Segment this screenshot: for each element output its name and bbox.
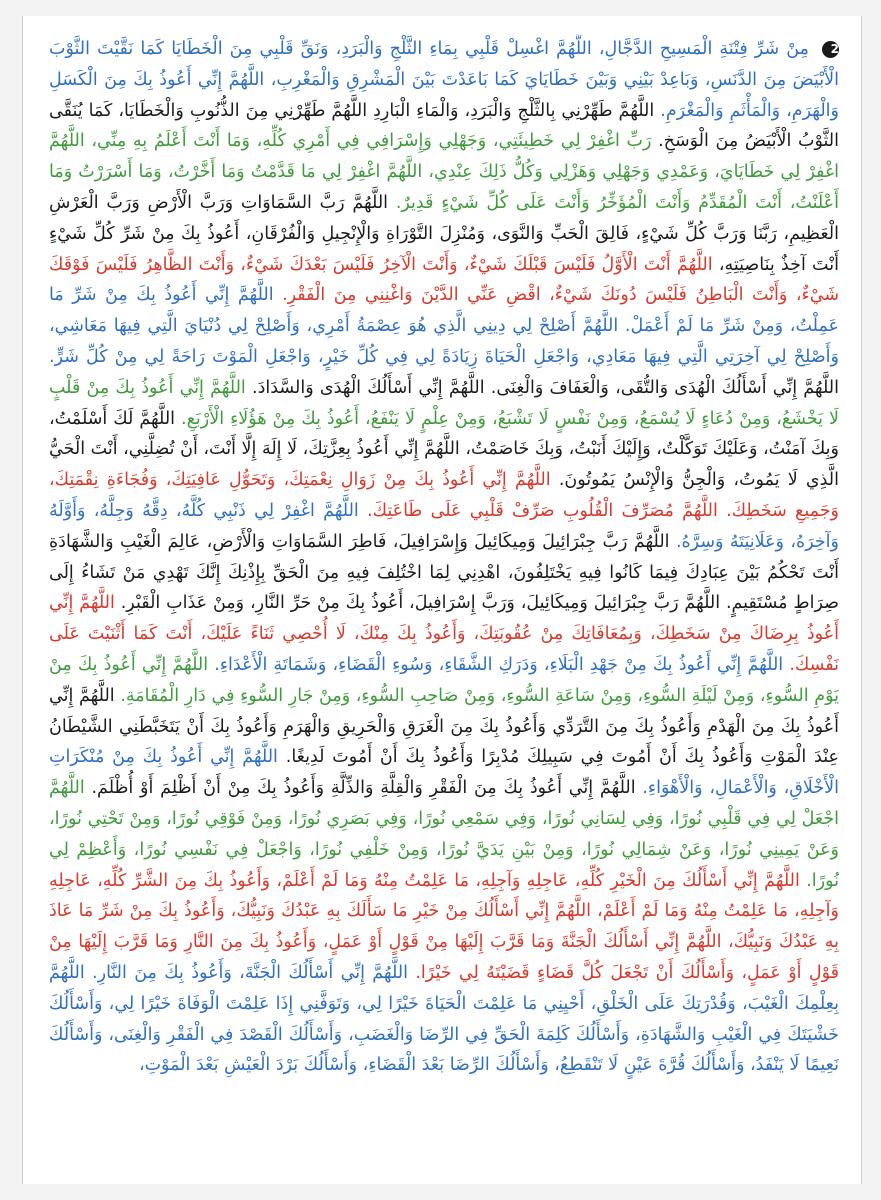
section-number-badge: 2 <box>822 41 839 58</box>
supplication-segment: اللَّهُمَّ أَنْتَ الْأَوَّلُ فَلَيْسَ قَبْلَكَ شَيْءٌ، وَأَنْتَ الْآخِرُ فَلَيْسَ بَعْدَكَ شَيْءٌ، وَأَنْتَ الظَّاهِرُ فَلَيْسَ فَوْقَكَ شَيْءٌ، وَأَنْتَ الْبَاطِنُ فَلَيْسَ دُونَكَ شَيْءٌ، اقْضِ عَنِّي الدَّيْنَ وَاغْنِنِي مِنَ الْفَقْرِ. <box>49 254 839 306</box>
supplication-segment: رَبِّ اغْفِرْ لِي خَطِيئَتِي، وَجَهْلِي وَإِسْرَافِي فِي أَمْرِي كُلِّهِ، وَمَا أَنْتَ أَعْلَمُ بِهِ مِنِّي، اللَّهُمَّ اغْفِرْ لِي خَطَايَايَ، وَعَمْدِي وَجَهْلِي وَهَزْلِي وَكُلُّ ذَلِكَ عِنْدِي، اللَّهُمَّ اغْفِرْ لِي مَا قَدَّمْتُ وَمَا أَخَّرْتُ، وَمَا أَسْرَرْتُ وَمَا أَعْلَنْتُ، أَنْتَ الْمُقَدِّمُ وَأَنْتَ الْمُؤَخِّرُ وَأَنْتَ عَلَى كُلِّ شَيْءٍ قَدِيرٌ. <box>49 131 839 213</box>
supplication-segment: اللَّهُمَّ إِنِّي أَعُوذُ بِكَ مِنْ قَلْبٍ لَا يَخْشَعُ، وَمِنْ دُعَاءٍ لَا يُسْمَعُ، وَمِنْ نَفْسٍ لَا تَشْبَعُ، وَمِنْ عِلْمٍ لَا يَنْفَعُ، أَعُوذُ بِكَ مِنْ هَؤُلَاءِ الْأَرْبَعِ. <box>49 377 839 429</box>
supplication-segment: اللَّهُمَّ إِنِّي أَسْأَلُكَ الْجَنَّةَ، وَأَعُوذُ بِكَ مِنَ النَّارِ. اللَّهُمَّ بِعِلْمِكَ الْغَيْبَ، وَقُدْرَتِكَ عَلَى الْخَلْقِ، أَحْيِنِي مَا عَلِمْتَ الْحَيَاةَ خَيْرًا لِي، وَتَوَفَّنِي إِذَا عَلِمْتَ الْوَفَاةَ خَيْرًا لِي، وَأَسْأَلُكَ خَشْيَتَكَ فِي الْغَيْبِ وَالشَّهَادَةِ، وَأَسْأَلُكَ كَلِمَةَ الْحَقِّ فِي الرِّضَا وَالْغَضَبِ، وَأَسْأَلُكَ الْقَصْدَ فِي الْفَقْرِ وَالْغِنَى، وَأَسْأَلُكَ نَعِيمًا لَا يَنْفَدُ، وَأَسْأَلُكَ قُرَّةَ عَيْنٍ لَا تَنْقَطِعُ، وَأَسْأَلُكَ الرِّضَا بَعْدَ الْقَضَاءِ، وَأَسْأَلُكَ بَرْدَ الْعَيْشِ بَعْدَ الْمَوْتِ، <box>49 962 839 1076</box>
supplication-segment: اللَّهُمَّ رَبَّ السَّمَاوَاتِ وَرَبَّ الْأَرْضِ وَرَبَّ الْعَرْشِ الْعَظِيمِ، رَبَّنَا وَرَبَّ كُلِّ شَيْءٍ، فَالِقَ الْحَبِّ وَالنَّوَى، وَمُنْزِلَ التَّوْرَاةِ وَالْإِنْجِيلِ وَالْفُرْقَانِ، أَعُوذُ بِكَ مِنْ شَرِّ كُلِّ شَيْءٍ أَنْتَ آخِذٌ بِنَاصِيَتِهِ، <box>49 192 839 275</box>
supplication-segment: اللَّهُمَّ إِنِّي أَسْأَلُكَ الْهُدَى وَالتُّقَى، وَالْعَفَافَ وَالْغِنَى. اللَّهُمَّ إِنِّي أَسْأَلُكَ الْهُدَى وَالسَّدَادَ. <box>252 377 839 398</box>
supplication-segment: مِنْ شَرِّ فِتْنَةِ الْمَسِيحِ الدَّجَّالِ، اللَّهُمَّ اغْسِلْ قَلْبِي بِمَاءِ الثَّلْجِ وَالْبَرَدِ، وَنَقِّ قَلْبِي مِنَ الْخَطَايَا كَمَا نَقَّيْتَ الثَّوْبَ الْأَبْيَضَ مِنَ الدَّنَسِ، وَبَاعِدْ بَيْنِي وَبَيْنَ خَطَايَايَ كَمَا بَاعَدْتَ بَيْنَ الْمَشْرِقِ وَالْمَغْرِبِ، اللَّهُمَّ إِنِّي أَعُوذُ بِكَ مِنَ الْكَسَلِ وَالْهَرَمِ، وَالْمَأْثَمِ وَالْمَغْرَمِ. <box>49 39 839 121</box>
supplication-segment: اللَّهُمَّ طَهِّرْنِي بِالثَّلْجِ وَالْبَرَدِ، وَالْمَاءِ الْبَارِدِ اللَّهُمَّ طَهِّرْنِي مِنَ الذُّنُوبِ وَالْخَطَايَا، كَمَا يُنَقَّى الثَّوْبُ الْأَبْيَضُ مِنَ الْوَسَخِ. <box>49 100 839 152</box>
supplication-segment: اللَّهُمَّ اجْعَلْ لِي فِي قَلْبِي نُورًا، وَفِي لِسَانِي نُورًا، وَفِي سَمْعِي نُورًا، وَفِي بَصَرِي نُورًا، وَمِنْ فَوْقِي نُورًا، وَمِنْ تَحْتِي نُورًا، وَعَنْ يَمِينِي نُورًا، وَعَنْ شِمَالِي نُورًا، وَمِنْ بَيْنِ يَدَيَّ نُورًا، وَمِنْ خَلْفِي نُورًا، وَاجْعَلْ فِي نَفْسِي نُورًا، وَأَعْظِمْ لِي نُورًا. <box>49 778 839 891</box>
supplication-segment: اللَّهُمَّ اغْفِرْ لِي ذَنْبِي كُلَّهُ، دِقَّهُ وَجِلَّهُ، وَأَوَّلَهُ وَآخِرَهُ، وَعَلَانِيَتَهُ وَسِرَّهُ. <box>49 500 839 552</box>
supplication-segment: اللَّهُمَّ إِنِّي أَعُوذُ بِكَ مِنَ الْفَقْرِ وَالْقِلَّةِ وَالذِّلَّةِ وَأَعُوذُ بِكَ مِنْ أَنْ أَظْلِمَ أَوْ أُظْلَمَ. <box>91 778 636 799</box>
supplication-segment: اللَّهُمَّ إِنِّي أَعُوذُ بِرِضَاكَ مِنْ سَخَطِكَ، وَبِمُعَافَاتِكَ مِنْ عُقُوبَتِكَ، وَأَعُوذُ بِكَ مِنْكَ، لَا أُحْصِي ثَنَاءً عَلَيْكَ، أَنْتَ كَمَا أَثْنَيْتَ عَلَى نَفْسِكَ. <box>49 593 839 675</box>
supplication-segment: اللَّهُمَّ إِنِّي أَعُوذُ بِكَ مِنْ يَوْمِ السُّوءِ، وَمِنْ لَيْلَةِ السُّوءِ، وَمِنْ سَاعَةِ السُّوءِ، وَمِنْ صَاحِبِ السُّوءِ، وَمِنْ جَارِ السُّوءِ فِي دَارِ الْمُقَامَةِ. <box>49 654 839 706</box>
supplication-segment: اللَّهُمَّ إِنِّي أَعُوذُ بِكَ مِنْ شَرِّ مَا عَمِلْتُ، وَمِنْ شَرِّ مَا لَمْ أَعْمَلْ. اللَّهُمَّ أَصْلِحْ لِي دِينِي الَّذِي هُوَ عِصْمَةُ أَمْرِي، وَأَصْلِحْ لِي دُنْيَايَ الَّتِي فِيهَا مَعَاشِي، وَأَصْلِحْ لِي آخِرَتِي الَّتِي فِيهَا مَعَادِي، وَاجْعَلِ الْحَيَاةَ زِيَادَةً لِي فِي كُلِّ خَيْرٍ، وَاجْعَلِ الْمَوْتَ رَاحَةً لِي مِنْ كُلِّ شَرٍّ. <box>49 285 839 367</box>
supplication-segment: اللَّهُمَّ رَبَّ جِبْرَائِيلَ وَمِيكَائِيلَ وَإِسْرَافِيلَ، فَاطِرَ السَّمَاوَاتِ وَالْأَرْضِ، عَالِمَ الْغَيْبِ وَالشَّهَادَةِ أَنْتَ تَحْكُمُ بَيْنَ عِبَادِكَ فِيمَا كَانُوا فِيهِ يَخْتَلِفُونَ، اهْدِنِي لِمَا اخْتُلِفَ فِيهِ مِنَ الْحَقِّ بِإِذْنِكَ إِنَّكَ تَهْدِي مَنْ تَشَاءُ إِلَى صِرَاطٍ مُسْتَقِيمٍ. اللَّهُمَّ رَبَّ جِبْرَائِيلَ وَمِيكَائِيلَ، وَرَبَّ إِسْرَافِيلَ، أَعُوذُ بِكَ مِنْ حَرِّ النَّارِ، وَمِنْ عَذَابِ الْقَبْرِ. <box>49 531 839 614</box>
supplication-segment: اللَّهُمَّ إِنِّي أَعُوذُ بِكَ مِنَ الْهَدْمِ وَأَعُوذُ بِكَ مِنَ التَّرَدِّي وَأَعُوذُ بِكَ مِنَ الْغَرَقِ وَالْحَرِيقِ وَالْهَرَمِ وَأَعُوذُ بِكَ أَنْ يَتَخَبَّطَنِي الشَّيْطَانُ عِنْدَ الْمَوْتِ وَأَعُوذُ بِكَ أَنْ أَمُوتَ فِي سَبِيلِكَ مُدْبِرًا وَأَعُوذُ بِكَ أَنْ أَمُوتَ لَدِيغًا. <box>49 685 839 768</box>
supplication-segment: اللَّهُمَّ لَكَ أَسْلَمْتُ، وَبِكَ آمَنْتُ، وَعَلَيْكَ تَوَكَّلْتُ، وَإِلَيْكَ أَنَبْتُ، وَبِكَ خَاصَمْتُ، اللَّهُمَّ إِنِّي أَعُوذُ بِعِزَّتِكَ، لَا إِلَهَ إِلَّا أَنْتَ، أَنْ تُضِلَّنِي، أَنْتَ الْحَيُّ الَّذِي لَا يَمُوتُ، وَالْجِنُّ وَالْإِنْسُ يَمُوتُونَ. <box>49 408 839 491</box>
supplications-text <box>49 34 839 1081</box>
document-page <box>22 16 862 1184</box>
supplication-segment: اللَّهُمَّ إِنِّي أَسْأَلُكَ مِنَ الْخَيْرِ كُلِّهِ، عَاجِلِهِ وَآجِلِهِ، مَا عَلِمْتُ مِنْهُ وَمَا لَمْ أَعْلَمْ، وَأَعُوذُ بِكَ مِنَ الشَّرِّ كُلِّهِ، عَاجِلِهِ وَآجِلِهِ، مَا عَلِمْتُ مِنْهُ وَمَا لَمْ أَعْلَمْ، اللَّهُمَّ إِنِّي أَسْأَلُكَ مِنْ خَيْرِ مَا سَأَلَكَ بِهِ عَبْدُكَ وَنَبِيُّكَ، وَأَعُوذُ بِكَ مِنْ شَرِّ مَا عَاذَ بِهِ عَبْدُكَ وَنَبِيُّكَ، اللَّهُمَّ إِنِّي أَسْأَلُكَ الْجَنَّةَ وَمَا قَرَّبَ إِلَيْهَا مِنْ قَوْلٍ أَوْ عَمَلٍ، وَأَعُوذُ بِكَ مِنَ النَّارِ وَمَا قَرَّبَ إِلَيْهَا مِنْ قَوْلٍ أَوْ عَمَلٍ، وَأَسْأَلُكَ أَنْ تَجْعَلَ كُلَّ قَضَاءٍ قَضَيْتَهُ لِي خَيْرًا. <box>49 870 839 983</box>
supplication-segment: اللَّهُمَّ إِنِّي أَعُوذُ بِكَ مِنْ جَهْدِ الْبَلَاءِ، وَدَرَكِ الشَّقَاءِ، وَسُوءِ الْقَضَاءِ، وَشَمَاتَةِ الْأَعْدَاءِ. <box>214 654 784 675</box>
supplication-segment: اللَّهُمَّ إِنِّي أَعُوذُ بِكَ مِنْ مُنْكَرَاتِ الْأَخْلَاقِ، وَالْأَعْمَالِ، وَالْأَهْوَاءِ. <box>49 747 839 799</box>
supplication-segment: اللَّهُمَّ إِنِّي أَعُوذُ بِكَ مِنْ زَوَالِ نِعْمَتِكَ، وَتَحَوُّلِ عَافِيَتِكَ، وَفُجَاءَةِ نِقْمَتِكَ، وَجَمِيعِ سَخَطِكَ. اللَّهُمَّ مُصَرِّفَ الْقُلُوبِ صَرِّفْ قَلْبِي عَلَى طَاعَتِكَ. <box>49 470 839 521</box>
